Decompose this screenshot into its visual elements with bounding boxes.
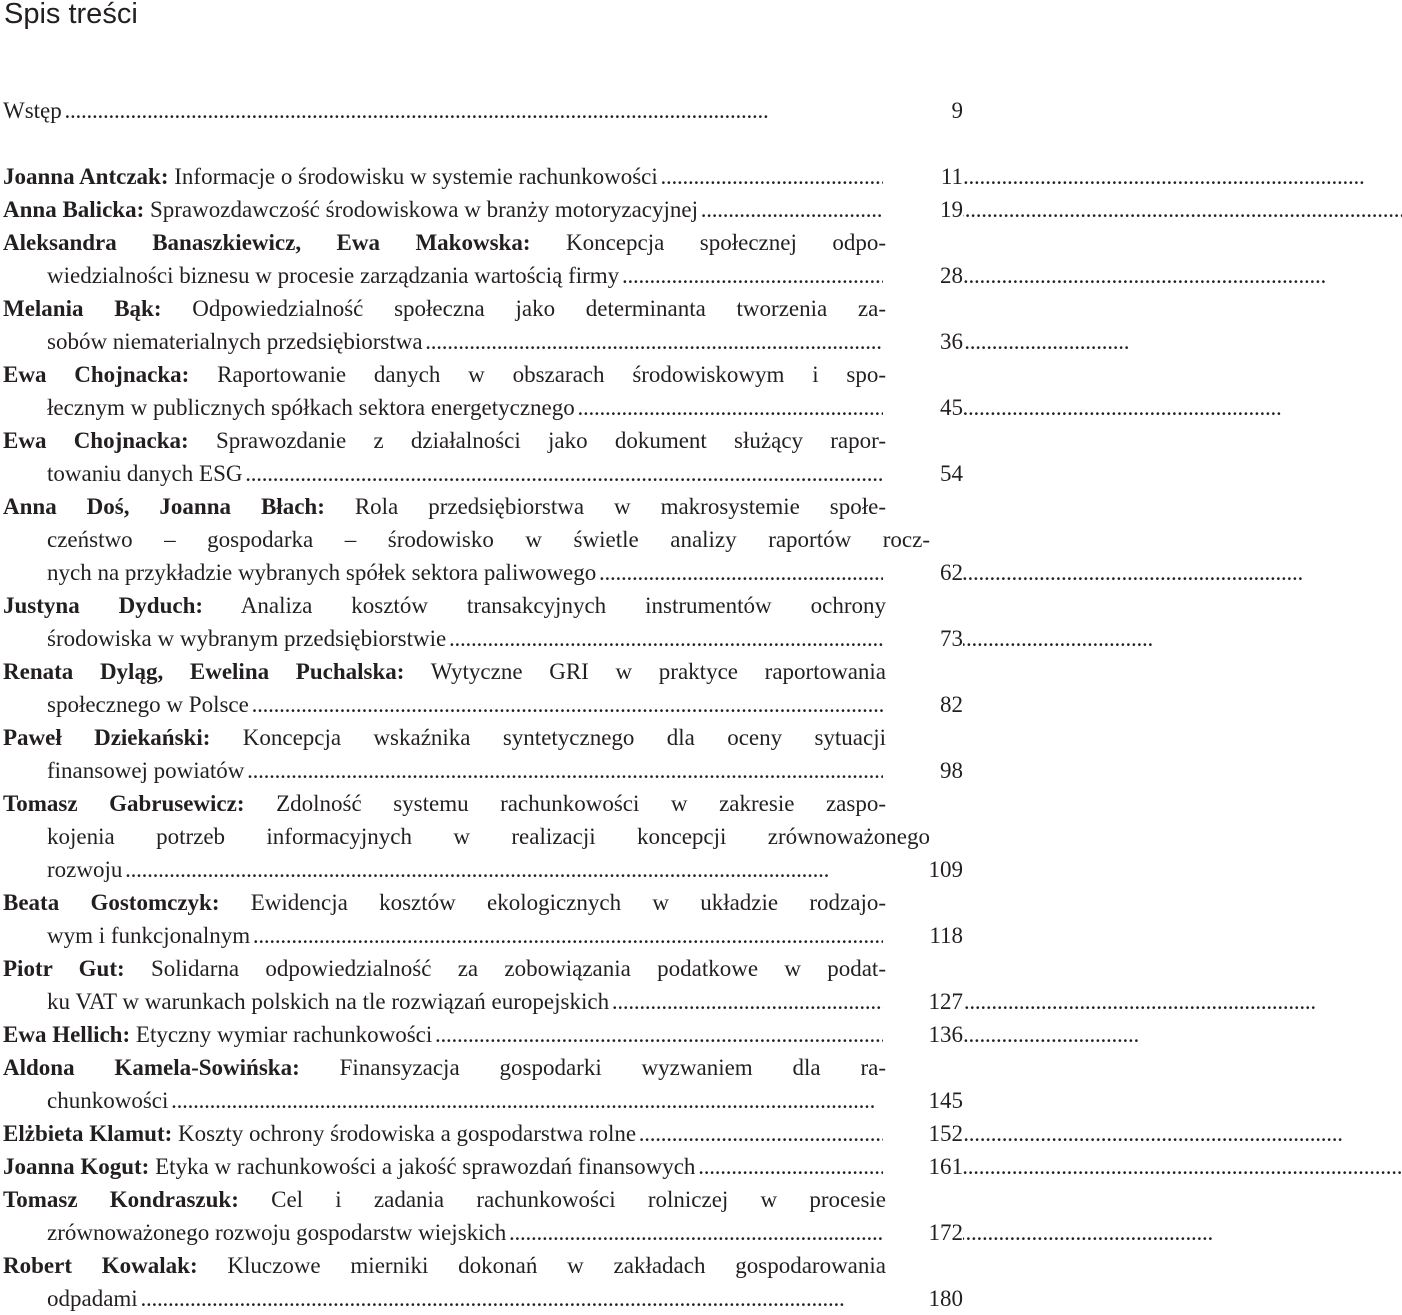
toc-author: Piotr Gut:	[3, 956, 125, 981]
toc-entry-line	[3, 1282, 927, 1315]
toc-entry[interactable]	[3, 1183, 963, 1249]
toc-entry-line	[3, 886, 886, 919]
toc-page-number: 28	[883, 259, 963, 292]
toc-title-text: finansowej powiatów	[47, 758, 245, 783]
toc-author: Beata Gostomczyk:	[3, 890, 220, 915]
toc-title-text: Etyczny wymiar rachunkowości	[130, 1022, 433, 1047]
toc-title-text: odpadami	[47, 1286, 138, 1311]
toc-author: Aleksandra Banaszkiewicz, Ewa Makowska:	[3, 230, 531, 255]
toc-author: Ewa Chojnacka:	[3, 428, 189, 453]
toc-title-text: Zdolność systemu rachunkowości w zakresie zaspo-	[244, 791, 886, 816]
toc-entry-line	[3, 490, 886, 523]
toc-author: Joanna Kogut:	[3, 1154, 150, 1179]
toc-title-text: Solidarna odpowiedzialność za zobowiązania podatkowe w podat-	[124, 956, 886, 981]
toc-entry[interactable]	[3, 1117, 963, 1150]
toc-entry-line	[3, 919, 927, 952]
toc-page-number: 9	[883, 94, 963, 127]
toc-entry-line	[3, 1216, 927, 1249]
toc-title-text: Sprawozdawczość środowiskowa w branży motoryzacyjnej	[144, 197, 698, 222]
toc-entry-line	[3, 193, 883, 226]
toc-title-text: Koncepcja wskaźnika syntetycznego dla oceny sytuacji	[210, 725, 886, 750]
toc-entry-line	[3, 688, 927, 721]
toc-entry-line	[3, 853, 927, 886]
toc-entry[interactable]	[3, 490, 963, 589]
toc-entry-line	[3, 754, 927, 787]
toc-entry[interactable]	[3, 358, 963, 424]
toc-page-number: 161	[883, 1150, 963, 1183]
toc-author: Justyna Dyduch:	[3, 593, 204, 618]
page-title: Spis treści	[4, 0, 138, 30]
toc-entry-line	[3, 820, 930, 853]
toc-page-number: 127	[883, 985, 963, 1018]
toc-entry-line	[3, 952, 886, 985]
toc-page-number: 136	[883, 1018, 963, 1051]
toc-title-text: Analiza kosztów transakcyjnych instrumentów ochrony	[203, 593, 886, 618]
toc-entry-line	[3, 787, 886, 820]
toc-author: Ewa Chojnacka:	[3, 362, 190, 387]
toc-entry-line	[3, 1150, 883, 1183]
toc-page-number: 11	[883, 160, 963, 193]
toc-entry-line	[3, 721, 886, 754]
toc-author: Melania Bąk:	[3, 296, 162, 321]
toc-entry-line	[3, 160, 883, 193]
toc-entry-line	[3, 1084, 927, 1117]
toc-entry[interactable]	[3, 424, 963, 490]
toc-page-number: 152	[883, 1117, 963, 1150]
toc-entry-line	[3, 457, 927, 490]
toc-title-text: Sprawozdanie z działalności jako dokument służący rapor-	[188, 428, 886, 453]
toc-title-text: Kluczowe mierniki dokonań w zakładach gospodarowania	[197, 1253, 886, 1278]
toc-entry-line	[3, 556, 927, 589]
toc-author: Aldona Kamela-Sowińska:	[3, 1055, 300, 1080]
toc-title-text: wiedzialności biznesu w procesie zarządzania wartością firmy	[47, 263, 620, 288]
toc-title-text: Wstęp	[3, 98, 62, 123]
toc-page-number: 45	[883, 391, 963, 424]
toc-page-number: 172	[883, 1216, 963, 1249]
toc-entry-line	[3, 655, 886, 688]
toc-title-text: Koszty ochrony środowiska a gospodarstwa rolne	[172, 1121, 637, 1146]
toc-entry-line	[3, 259, 927, 292]
toc-title-text: nych na przykładzie wybranych spółek sektora paliwowego	[47, 560, 597, 585]
toc-entry[interactable]	[3, 160, 963, 193]
toc-page-number: 73	[883, 622, 963, 655]
toc-page-number: 36	[883, 325, 963, 358]
toc-title-text: Cel i zadania rachunkowości rolniczej w procesie	[238, 1187, 886, 1212]
toc-author: Elżbieta Klamut:	[3, 1121, 173, 1146]
toc-entry-line	[3, 1249, 886, 1282]
toc-entry-line	[3, 1018, 883, 1051]
toc-entry[interactable]	[3, 226, 963, 292]
toc-page-number: 98	[883, 754, 963, 787]
toc-entry[interactable]	[3, 589, 963, 655]
toc-entry-line	[3, 1117, 883, 1150]
toc-entry-line	[3, 1051, 886, 1084]
toc-author: Joanna Antczak:	[3, 164, 169, 189]
toc-title-text: towaniu danych ESG	[47, 461, 243, 486]
toc-entry-line	[3, 292, 886, 325]
toc-page-number: 19	[883, 193, 963, 226]
toc-page-number: 62	[883, 556, 963, 589]
toc-entry[interactable]	[3, 94, 963, 127]
toc-title-text: Ewidencja kosztów ekologicznych w układzie rodzajo-	[219, 890, 886, 915]
toc-entry[interactable]	[3, 1249, 963, 1315]
toc-page-number: 54	[883, 457, 963, 490]
toc-entry-line	[3, 358, 886, 391]
toc-author: Renata Dyląg, Ewelina Puchalska:	[3, 659, 405, 684]
toc-title-text: wym i funkcjonalnym	[47, 923, 251, 948]
toc-author: Anna Doś, Joanna Błach:	[3, 494, 325, 519]
toc-page-number: 145	[883, 1084, 963, 1117]
toc-title-text: Raportowanie danych w obszarach środowiskowym i spo-	[189, 362, 887, 387]
toc-entry[interactable]	[3, 655, 963, 721]
toc-entry[interactable]	[3, 721, 963, 787]
toc-title-text: Odpowiedzialność społeczna jako determinanta tworzenia za-	[161, 296, 886, 321]
toc-page-number: 109	[883, 853, 963, 886]
toc-title-text: łecznym w publicznych spółkach sektora energetycznego	[47, 395, 575, 420]
toc-title-text: Finansyzacja gospodarki wyzwaniem dla ra-	[299, 1055, 887, 1080]
toc-title-text: Rola przedsiębiorstwa w makrosystemie społe-	[324, 494, 886, 519]
toc-entry-line	[3, 589, 886, 622]
toc-title-text: czeństwo – gospodarka – środowisko w świetle analizy raportów rocz-	[47, 527, 930, 552]
toc-entry-line	[3, 94, 883, 127]
toc-entry[interactable]	[3, 886, 963, 952]
toc-entry[interactable]	[3, 787, 963, 886]
toc-entry-line	[3, 424, 886, 457]
toc-title-text: Koncepcja społecznej odpo-	[530, 230, 886, 255]
toc-title-text: sobów niematerialnych przedsiębiorstwa	[47, 329, 423, 354]
toc-entry-line	[3, 523, 930, 556]
toc-author: Robert Kowalak:	[3, 1253, 198, 1278]
toc-entry-line	[3, 622, 927, 655]
toc-title-text: kojenia potrzeb informacyjnych w realizacji koncepcji zrównoważonego	[47, 824, 930, 849]
toc-title-text: Wytyczne GRI w praktyce raportowania	[404, 659, 887, 684]
toc-author: Paweł Dziekański:	[3, 725, 211, 750]
toc-entry-line	[3, 391, 927, 424]
toc-title-text: społecznego w Polsce	[47, 692, 249, 717]
toc-title-text: zrównoważonego rozwoju gospodarstw wiejskich	[47, 1220, 507, 1245]
toc-author: Ewa Hellich:	[3, 1022, 131, 1047]
toc-title-text: środowiska w wybranym przedsiębiorstwie	[47, 626, 447, 651]
toc-entry-line	[3, 1183, 886, 1216]
toc-entry[interactable]	[3, 193, 963, 226]
toc-entry-line	[3, 226, 886, 259]
toc-page-number: 118	[883, 919, 963, 952]
toc-title-text: Etyka w rachunkowości a jakość sprawozdań finansowych	[149, 1154, 696, 1179]
toc-page-number: 82	[883, 688, 963, 721]
toc-author: Tomasz Kondraszuk:	[3, 1187, 239, 1212]
toc-entry[interactable]	[3, 1018, 963, 1051]
toc-title-text: chunkowości	[47, 1088, 169, 1113]
toc-author: Tomasz Gabrusewicz:	[3, 791, 245, 816]
toc-page-number: 180	[883, 1282, 963, 1315]
toc-title-text: ku VAT w warunkach polskich na tle rozwiązań europejskich	[47, 989, 610, 1014]
toc-title-text: rozwoju	[47, 857, 123, 882]
toc-entry-line	[3, 325, 927, 358]
toc-entry[interactable]	[3, 952, 963, 1018]
toc-title-text: Informacje o środowisku w systemie rachunkowości	[168, 164, 658, 189]
toc-entry-line	[3, 985, 927, 1018]
toc-author: Anna Balicka:	[3, 197, 145, 222]
toc-entry[interactable]	[3, 292, 963, 358]
toc-entry[interactable]	[3, 1051, 963, 1117]
toc-entry[interactable]	[3, 1150, 963, 1183]
